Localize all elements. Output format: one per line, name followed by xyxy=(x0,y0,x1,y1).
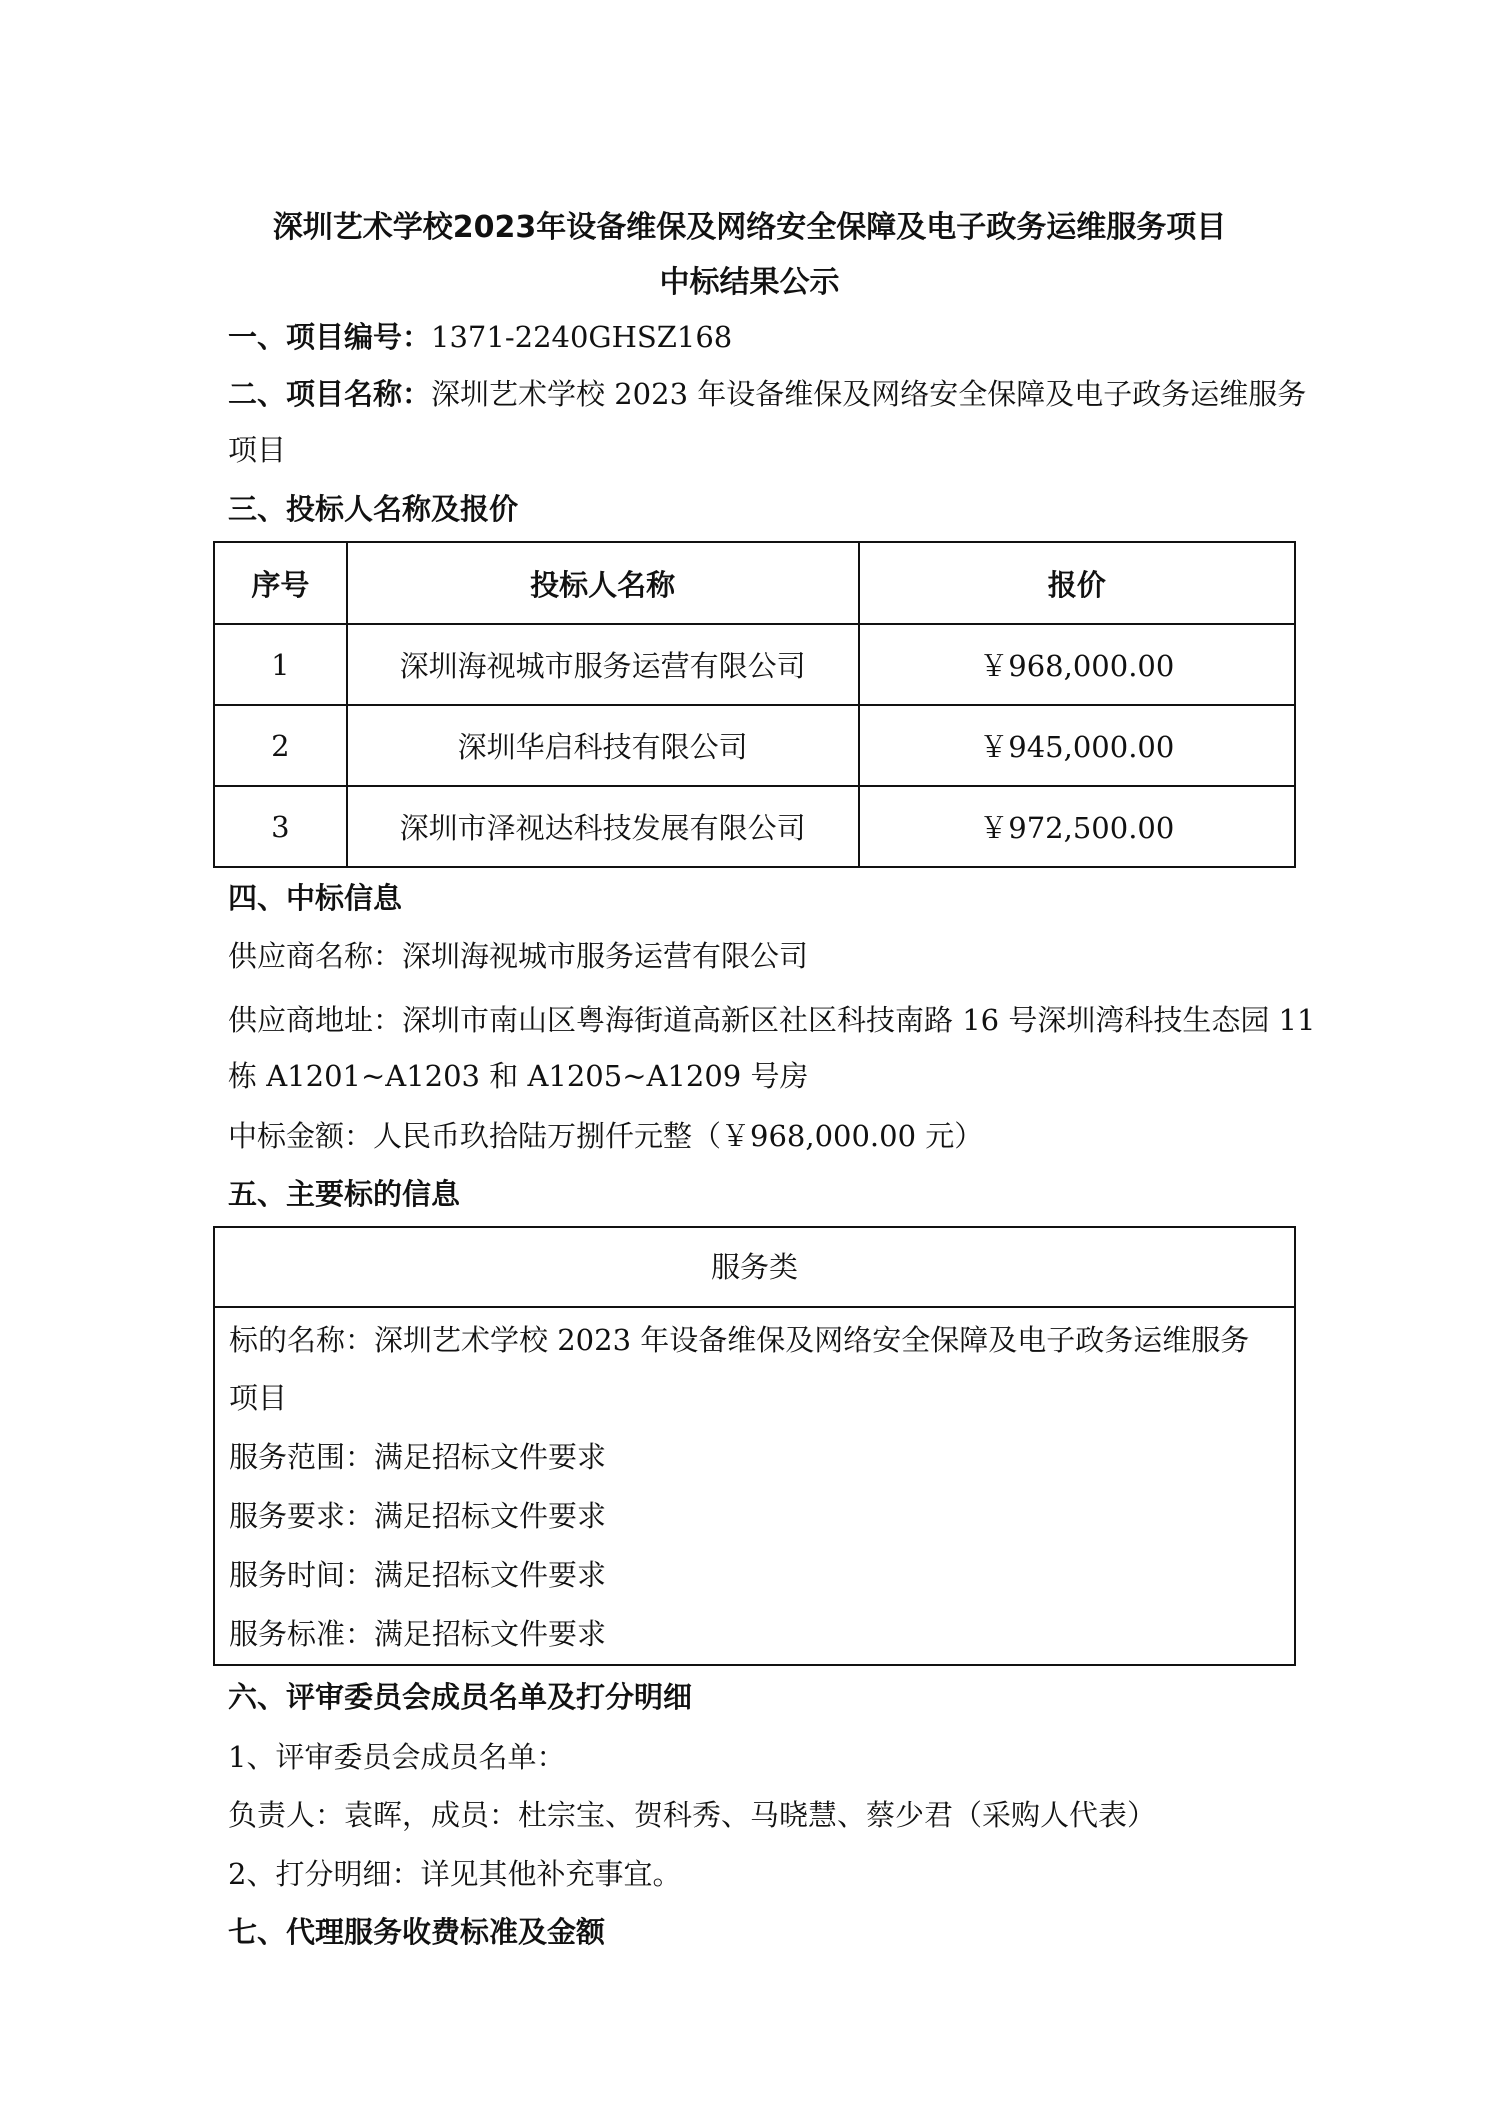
col-header-price: 报价 xyxy=(859,542,1295,624)
project-number-value: 1371-2240GHSZ168 xyxy=(431,320,733,354)
cell-price: ￥968,000.00 xyxy=(859,624,1295,705)
table-row xyxy=(214,705,1295,786)
cell-name: 深圳市泽视达科技发展有限公司 xyxy=(347,786,859,867)
subject-info-box xyxy=(213,1226,1296,1666)
cell-name: 深圳海视城市服务运营有限公司 xyxy=(347,624,859,705)
document-title-line1: 深圳艺术学校2023年设备维保及网络安全保障及电子政务运维服务项目 xyxy=(272,210,1227,245)
committee-list-label: 1、评审委员会成员名单： xyxy=(228,1740,566,1774)
service-standard: 服务标准：满足招标文件要求 xyxy=(229,1617,607,1651)
supplier-address-line2: 栋 A1201~A1203 和 A1205~A1209 号房 xyxy=(228,1059,809,1093)
section6-heading: 六、评审委员会成员名单及打分明细 xyxy=(228,1680,693,1714)
scoring-details: 2、打分明细：详见其他补充事宜。 xyxy=(228,1857,682,1891)
subject-category: 服务类 xyxy=(215,1228,1294,1308)
project-number xyxy=(228,317,732,357)
bidders-table xyxy=(213,541,1296,868)
cell-price: ￥972,500.00 xyxy=(859,786,1295,867)
award-amount: 中标金额：人民币玖拾陆万捌仟元整（￥968,000.00 元） xyxy=(228,1119,984,1153)
document-title-line2: 中标结果公示 xyxy=(659,265,840,300)
subject-name-line2: 项目 xyxy=(229,1381,288,1415)
table-header-row xyxy=(214,542,1295,624)
project-name-value-line1: 深圳艺术学校 2023 年设备维保及网络安全保障及电子政务运维服务 xyxy=(431,377,1307,411)
section5-heading: 五、主要标的信息 xyxy=(228,1177,461,1211)
cell-no: 1 xyxy=(214,624,347,705)
table-row xyxy=(214,624,1295,705)
section4-heading: 四、中标信息 xyxy=(228,881,403,915)
project-name-value-line2: 项目 xyxy=(228,433,287,467)
cell-no: 2 xyxy=(214,705,347,786)
cell-name: 深圳华启科技有限公司 xyxy=(347,705,859,786)
section7-heading: 七、代理服务收费标准及金额 xyxy=(228,1915,606,1949)
committee-members: 负责人：袁晖，成员：杜宗宝、贺科秀、马晓慧、蔡少君（采购人代表） xyxy=(228,1798,1157,1832)
col-header-name: 投标人名称 xyxy=(347,542,859,624)
table-row xyxy=(214,786,1295,867)
supplier-address-line1: 供应商地址：深圳市南山区粤海街道高新区社区科技南路 16 号深圳湾科技生态园 11 xyxy=(228,1003,1316,1037)
cell-price: ￥945,000.00 xyxy=(859,705,1295,786)
service-scope: 服务范围：满足招标文件要求 xyxy=(229,1440,607,1474)
project-name xyxy=(228,374,1306,414)
project-name-label: 二、项目名称： xyxy=(228,377,432,411)
service-time: 服务时间：满足招标文件要求 xyxy=(229,1558,607,1592)
subject-name-line1: 标的名称：深圳艺术学校 2023 年设备维保及网络安全保障及电子政务运维服务 xyxy=(229,1323,1250,1357)
service-requirement: 服务要求：满足招标文件要求 xyxy=(229,1499,607,1533)
project-number-label: 一、项目编号： xyxy=(228,320,432,354)
section3-heading: 三、投标人名称及报价 xyxy=(228,492,519,526)
col-header-no: 序号 xyxy=(214,542,347,624)
supplier-name: 供应商名称：深圳海视城市服务运营有限公司 xyxy=(228,939,809,973)
cell-no: 3 xyxy=(214,786,347,867)
